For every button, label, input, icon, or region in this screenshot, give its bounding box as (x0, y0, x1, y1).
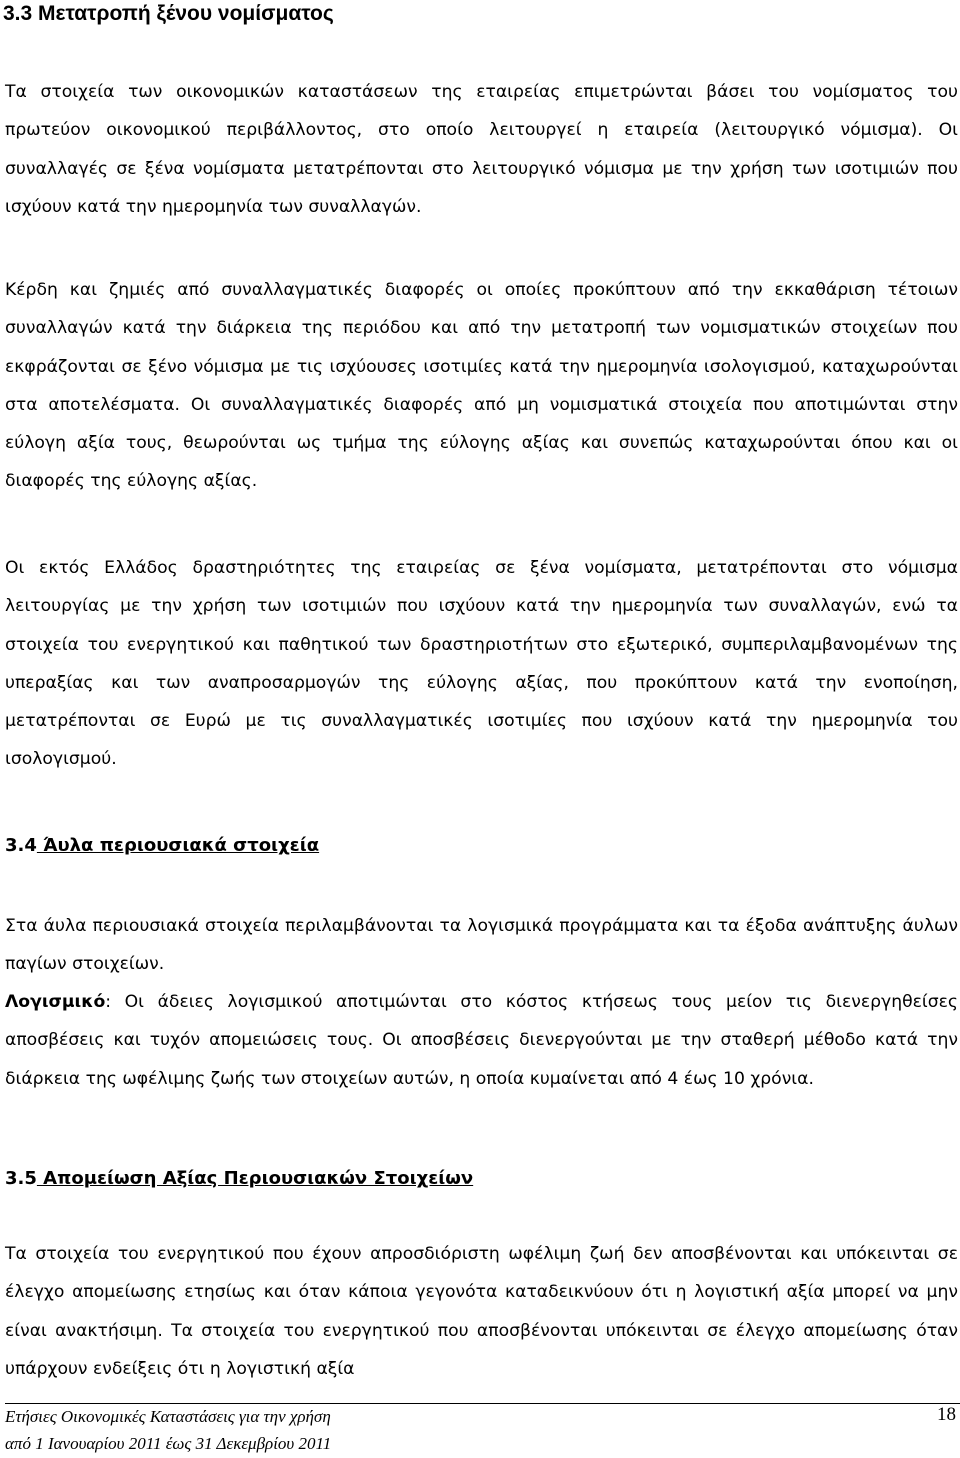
section-3-5-number: 3.5 (5, 1168, 37, 1189)
section-3-3-heading: 3.3 Μετατροπή ξένου νομίσματος (3, 2, 334, 25)
footer-title-line-2: από 1 Ιανουαρίου 2011 έως 31 Δεκεμβρίου 2011 (5, 1434, 332, 1453)
page-number: 18 (937, 1404, 956, 1425)
section-3-3-paragraph-3: Οι εκτός Ελλάδος δραστηριότητες της εταιρείας σε ξένα νομίσματα, μετατρέπονται στο νόμισμα λειτουργίας με την χρήση των ισοτιμιών που ισχύουν κατά την ημερομηνία των συναλλαγών, ενώ τα στοιχεία του ενεργητικού και παθητικού των δραστηριοτήτων στο εξωτερικό, συμπεριλαμβανομένων της υπεραξίας και των αναπροσαρμογών της εύλογης αξίας, που προκύπτουν κατά την ενοποίηση, μετατρέπονται σε Ευρώ με τις συναλλαγματικές ισοτιμίες που ισχύουν κατά την ημερομηνία του ισολογισμού. (5, 558, 958, 770)
footer-title-line-1: Ετήσιες Οικονομικές Καταστάσεις για την χρήση (5, 1407, 331, 1426)
section-3-4-heading (5, 832, 319, 860)
section-3-5-title: Απομείωση Αξίας Περιουσιακών Στοιχείων (36, 1168, 474, 1189)
section-3-4-paragraph-2 (5, 983, 958, 1098)
section-3-5-paragraph-1: Τα στοιχεία του ενεργητικού που έχουν απροσδιόριστη ωφέλιμη ζωή δεν αποσβένονται και υπόκεινται σε έλεγχο απομείωσης ετησίως και όταν κάποια γεγονότα καταδεικνύουν ότι η λογιστική αξία μπορεί να μην είναι ανακτήσιμη. Τα στοιχεία του ενεργητικού που αποσβένονται υπόκεινται σε έλεγχο απομείωσης όταν υπάρχουν ενδείξεις ότι η λογιστική αξία (5, 1244, 958, 1379)
footer-divider (5, 1403, 960, 1404)
section-3-5-heading (5, 1165, 473, 1193)
section-3-4-title: Άυλα περιουσιακά στοιχεία (36, 835, 320, 856)
software-label: Λογισμικό (5, 992, 106, 1012)
section-3-3-paragraph-2: Κέρδη και ζημιές από συναλλαγματικές διαφορές οι οποίες προκύπτουν από την εκκαθάριση τέτοιων συναλλαγών κατά την διάρκεια της περιόδου και από την μετατροπή των νομισματικών στοιχείων που εκφράζονται σε ξένο νόμισμα με τις ισχύουσες ισοτιμίες κατά την ημερομηνία ισολογισμού, καταχωρούνται στα αποτελέσματα. Οι συναλλαγματικές διαφορές από μη νομισματικά στοιχεία που αποτιμώνται στην εύλογη αξία τους, θεωρούνται ως τμήμα της εύλογης αξίας και συνεπώς καταχωρούνται όπου και οι διαφορές της εύλογης αξίας. (5, 280, 958, 492)
software-text: : Οι άδειες λογισμικού αποτιμώνται στο κόστος κτήσεως τους μείον τις διενεργηθείσες αποσβέσεις και τυχόν απομειώσεις τους. Οι αποσβέσεις διενεργούνται με την σταθερή μέθοδο κατά την διάρκεια της ωφέλιμης ζωής των στοιχείων αυτών, η οποία κυμαίνεται από 4 έως 10 χρόνια. (5, 992, 958, 1089)
section-3-4-number: 3.4 (5, 835, 37, 856)
section-3-3-paragraph-1: Τα στοιχεία των οικονομικών καταστάσεων της εταιρείας επιμετρώνται βάσει του νομίσματος του πρωτεύον οικονομικού περιβάλλοντος, στο οποίο λειτουργεί η εταιρεία (λειτουργικό νόμισμα). Οι συναλλαγές σε ξένα νομίσματα μετατρέπονται στο λειτουργικό νόμισμα με την χρήση των ισοτιμιών που ισχύουν κατά την ημερομηνία των συναλλαγών. (5, 82, 958, 217)
section-3-4-paragraph-1: Στα άυλα περιουσιακά στοιχεία περιλαμβάνονται τα λογισμικά προγράμματα και τα έξοδα ανάπτυξης άυλων παγίων στοιχείων. (5, 916, 958, 975)
